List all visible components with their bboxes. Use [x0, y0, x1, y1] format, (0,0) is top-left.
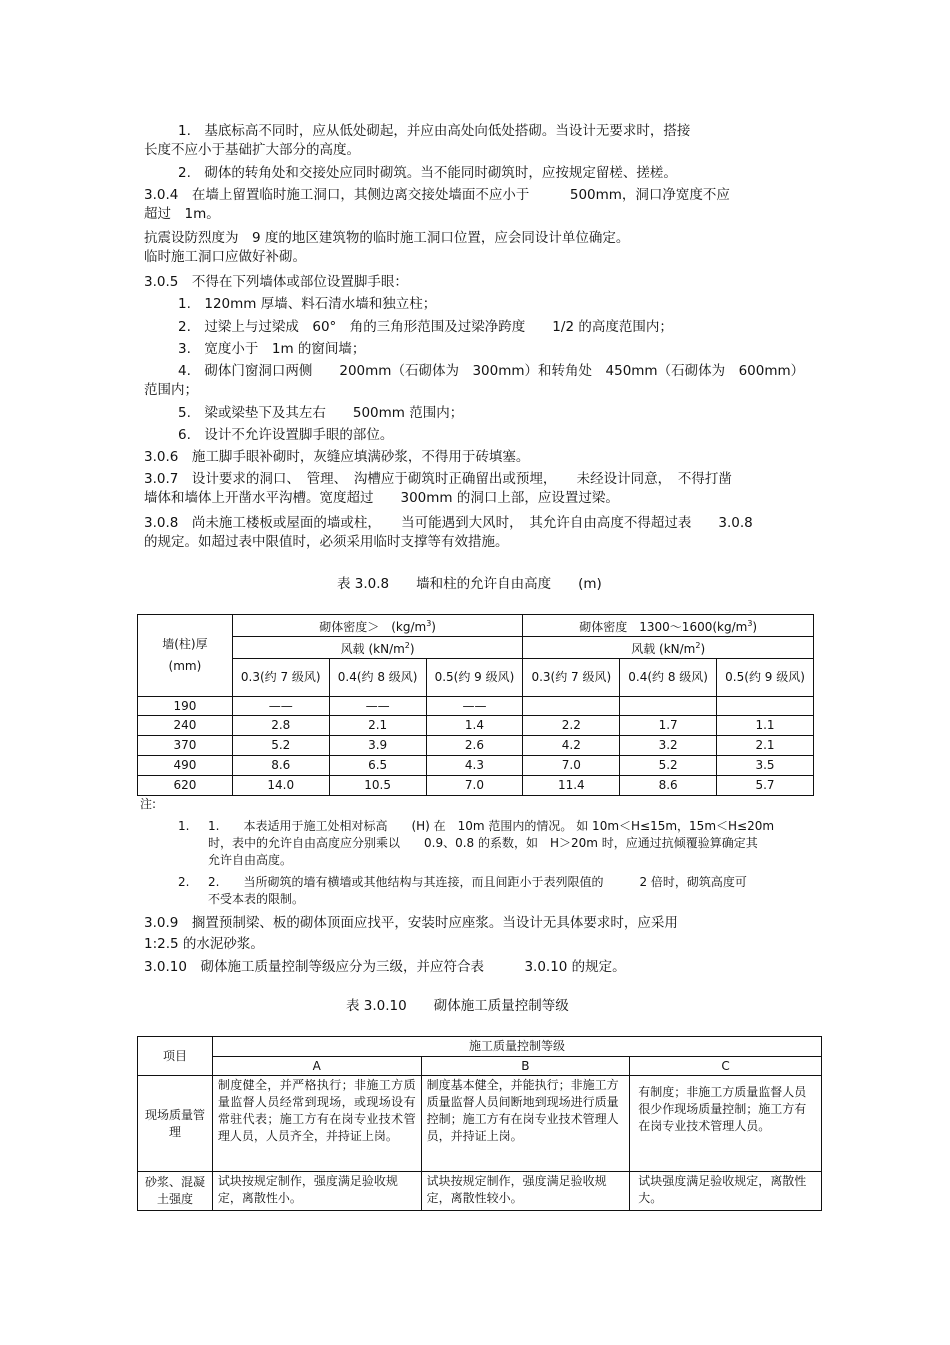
- paragraph: 3.0.7 设计要求的洞口、 管理、 沟槽应于砌筑时正确留出或预埋， 未经设计同意， 不得打凿: [144, 471, 732, 487]
- list-item: 6. 设计不允许设置脚手眼的部位。: [178, 427, 394, 443]
- level-a-header: A: [212, 1057, 421, 1076]
- value-cell: 2.1: [717, 736, 814, 756]
- density-header-2: 砌体密度 $1300\sim 1600(kg/m^3)$: [523, 615, 814, 637]
- row-header-cell: [138, 615, 233, 697]
- item-header: 项目: [138, 1037, 213, 1076]
- value-cell: 8.6: [620, 776, 717, 796]
- note-number: 2.: [178, 875, 190, 889]
- wind-header-2: 风载 $(kN/m^2)$: [523, 637, 814, 659]
- load-col-header: 0.5(约 9 级风): [426, 659, 523, 697]
- value-cell: 3.2: [620, 736, 717, 756]
- value-cell: 7.0: [523, 756, 620, 776]
- level-c-cell: 有制度；非施工方质量监督人员很少作现场质量控制；施工方有在岗专业技术管理人员。: [630, 1076, 822, 1172]
- list-item: 1. 120mm 厚墙、料石清水墙和独立柱；: [178, 296, 437, 312]
- row-label: 砂浆、混凝土强度: [138, 1172, 213, 1211]
- value-cell: [717, 697, 814, 716]
- value-cell: 7.0: [426, 776, 523, 796]
- paragraph: 3.0.8 尚未施工楼板或屋面的墙或柱， 当可能遇到大风时， 其允许自由高度不得超过表 3.0.8: [144, 515, 753, 531]
- free-height-table: [137, 614, 814, 796]
- paragraph: 临时施工洞口应做好补砌。: [144, 249, 306, 265]
- value-cell: 3.9: [329, 736, 426, 756]
- paragraph: 2. 砌体的转角处和交接处应同时砌筑。当不能同时砌筑时，应按规定留槎、搓槎。: [178, 165, 677, 181]
- list-item: 2. 过梁上与过梁成 60° 角的三角形范围及过梁净跨度 1/2 的高度范围内；: [178, 319, 673, 335]
- paragraph: 3.0.6 施工脚手眼补砌时，灰缝应填满砂浆，不得用于砖填塞。: [144, 449, 530, 465]
- level-c-cell: 试块强度满足验收规定，离散性大。: [630, 1172, 822, 1211]
- level-b-cell: 试块按规定制作，强度满足验收规定，离散性较小。: [421, 1172, 630, 1211]
- value-cell: 5.7: [717, 776, 814, 796]
- list-item: 3. 宽度小于 1m 的窗间墙；: [178, 341, 366, 357]
- table-caption: 表 3.0.10 砌体施工质量控制等级: [346, 998, 569, 1014]
- row-header-unit: (mm): [168, 659, 202, 673]
- thickness-cell: 370: [138, 736, 233, 756]
- value-cell: 11.4: [523, 776, 620, 796]
- table-row: [138, 776, 814, 796]
- density-header-1: 砌体密度＞ $(kg/m^3)$: [232, 615, 523, 637]
- row-label: 现场质量管理: [138, 1076, 213, 1172]
- load-col-header: 0.5(约 9 级风): [717, 659, 814, 697]
- value-cell: 2.2: [523, 716, 620, 736]
- table-row: [138, 756, 814, 776]
- paragraph: 墙体和墙体上开凿水平沟槽。宽度超过 300mm 的洞口上部，应设置过梁。: [144, 490, 619, 506]
- level-b-header: B: [421, 1057, 630, 1076]
- paragraph: 1. 基底标高不同时，应从低处砌起，并应由高处向低处搭砌。当设计无要求时，搭接: [178, 123, 691, 139]
- level-a-cell: 制度健全，并严格执行；非施工方质量监督人员经常到现场，或现场设有常驻代表；施工方有在岗专业技术管理人员，人员齐全，并持证上岗。: [212, 1076, 421, 1172]
- note-line: 2. 当所砌筑的墙有横墙或其他结构与其连接，而且间距小于表列限值的 2 倍时，砌筑高度可: [208, 875, 747, 889]
- note-line: 允许自由高度。: [208, 853, 293, 867]
- load-col-header: 0.4(约 8 级风): [620, 659, 717, 697]
- value-cell: 2.6: [426, 736, 523, 756]
- table-caption: 表 3.0.8 墙和柱的允许自由高度 (m): [337, 576, 602, 592]
- value-cell: 1.7: [620, 716, 717, 736]
- value-cell: 8.6: [232, 756, 329, 776]
- value-cell: [523, 697, 620, 716]
- paragraph: 1:2.5 的水泥砂浆。: [144, 936, 264, 952]
- load-col-header: 0.3(约 7 级风): [232, 659, 329, 697]
- table-row: [138, 1172, 822, 1211]
- value-cell: 6.5: [329, 756, 426, 776]
- quality-level-table: [137, 1036, 822, 1211]
- paragraph: 超过 1m。: [144, 206, 220, 222]
- level-header: 施工质量控制等级: [212, 1037, 821, 1057]
- paragraph: 长度不应小于基础扩大部分的高度。: [144, 142, 360, 158]
- value-cell: 3.5: [717, 756, 814, 776]
- list-item: 4. 砌体门窗洞口两侧 200mm（石砌体为 300mm）和转角处 450mm（石砌体为 600mm）: [178, 363, 805, 379]
- value-cell: ——: [329, 697, 426, 716]
- list-item: 范围内；: [144, 382, 198, 398]
- level-b-cell: 制度基本健全，并能执行；非施工方质量监督人员间断地到现场进行质量控制；施工方有在岗专业技术管理人员，并持证上岗。: [421, 1076, 630, 1172]
- value-cell: 4.2: [523, 736, 620, 756]
- note-line: 1. 本表适用于施工处相对标高 (H) 在 10m 范围内的情况。 如 10m＜H≤15m，15m＜H≤20m: [208, 819, 775, 833]
- value-cell: 10.5: [329, 776, 426, 796]
- list-item: 5. 梁或梁垫下及其左右 500mm 范围内；: [178, 405, 464, 421]
- value-cell: 14.0: [232, 776, 329, 796]
- value-cell: ——: [232, 697, 329, 716]
- paragraph: 3.0.5 不得在下列墙体或部位设置脚手眼：: [144, 274, 408, 290]
- thickness-cell: 190: [138, 697, 233, 716]
- paragraph: 的规定。如超过表中限值时，必须采用临时支撑等有效措施。: [144, 534, 509, 550]
- paragraph: 3.0.4 在墙上留置临时施工洞口，其侧边离交接处墙面不应小于 500mm，洞口净宽度不应: [144, 187, 730, 203]
- value-cell: 1.1: [717, 716, 814, 736]
- paragraph: 抗震设防烈度为 9 度的地区建筑物的临时施工洞口位置，应会同设计单位确定。: [144, 230, 630, 246]
- table-row: [138, 697, 814, 716]
- load-col-header: 0.3(约 7 级风): [523, 659, 620, 697]
- notes-title: 注:: [140, 797, 157, 811]
- row-header: 墙(柱)厚: [162, 637, 208, 651]
- wind-header-1: 风载 $(kN/m^2)$: [232, 637, 523, 659]
- value-cell: 2.8: [232, 716, 329, 736]
- note-number: 1.: [178, 819, 190, 833]
- value-cell: [620, 697, 717, 716]
- thickness-cell: 620: [138, 776, 233, 796]
- table-row: [138, 736, 814, 756]
- table-row: [138, 716, 814, 736]
- value-cell: ——: [426, 697, 523, 716]
- thickness-cell: 240: [138, 716, 233, 736]
- load-col-header: 0.4(约 8 级风): [329, 659, 426, 697]
- note-line: 不受本表的限制。: [208, 892, 305, 906]
- value-cell: 2.1: [329, 716, 426, 736]
- level-c-header: C: [630, 1057, 822, 1076]
- note-line: 时，表中的允许自由高度应分别乘以 0.9、0.8 的系数，如 H＞20m 时，应通过抗倾覆验算确定其: [208, 836, 758, 850]
- thickness-cell: 490: [138, 756, 233, 776]
- table-row: [138, 1076, 822, 1172]
- value-cell: 5.2: [232, 736, 329, 756]
- paragraph: 3.0.10 砌体施工质量控制等级应分为三级，并应符合表 3.0.10 的规定。: [144, 959, 626, 975]
- value-cell: 1.4: [426, 716, 523, 736]
- level-a-cell: 试块按规定制作，强度满足验收规定，离散性小。: [212, 1172, 421, 1211]
- value-cell: 5.2: [620, 756, 717, 776]
- paragraph: 3.0.9 搁置预制梁、板的砌体顶面应找平，安装时应座浆。当设计无具体要求时，应采用: [144, 915, 678, 931]
- value-cell: 4.3: [426, 756, 523, 776]
